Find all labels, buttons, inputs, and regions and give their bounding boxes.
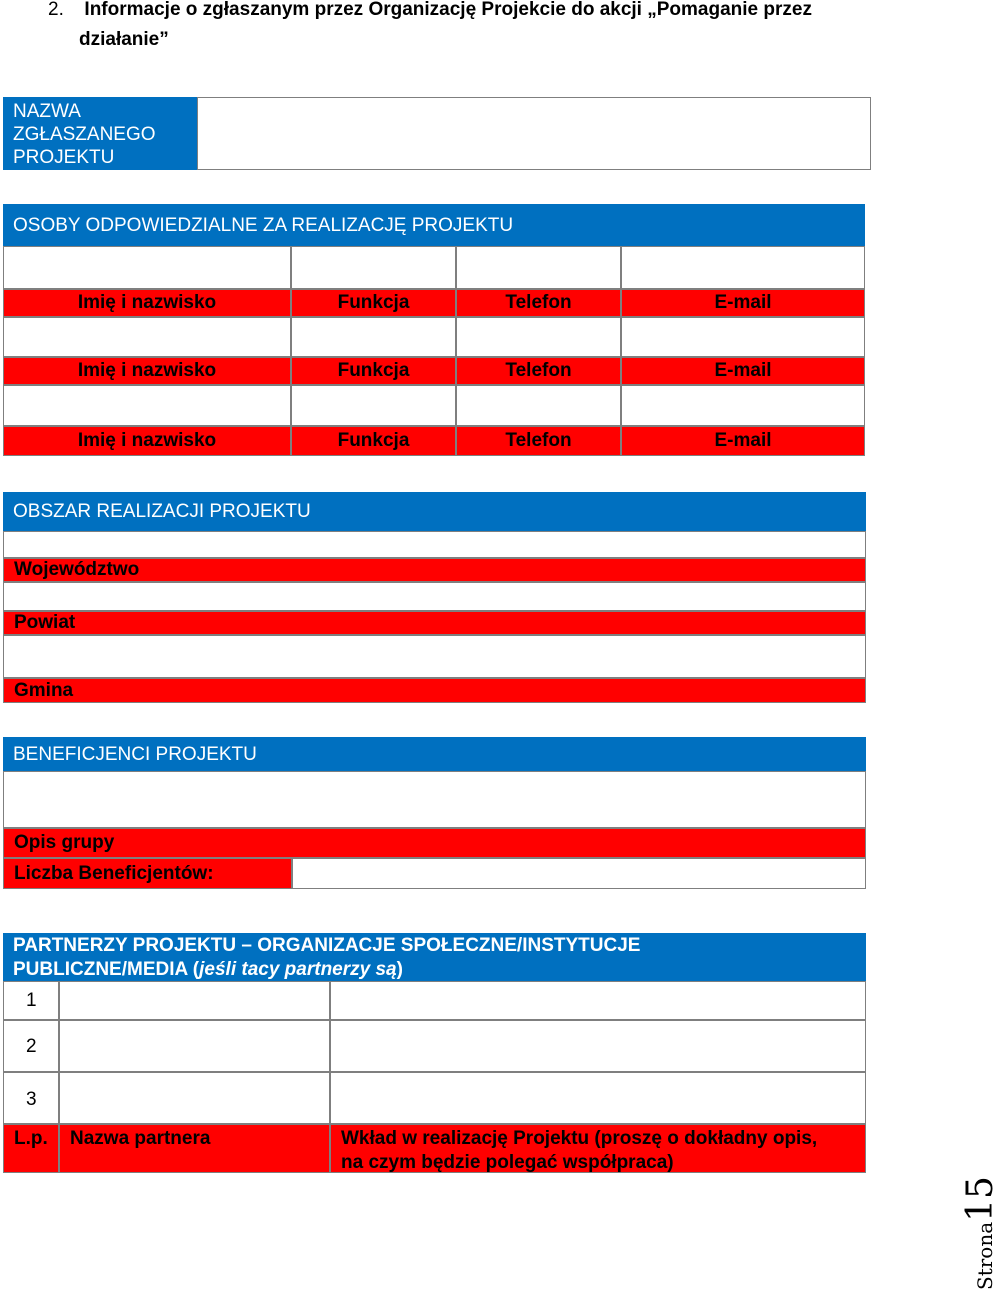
- responsible-2-phone-field[interactable]: [456, 317, 621, 357]
- project-name-label-line2: ZGŁASZANEGO: [13, 124, 156, 145]
- beneficiary-count-label: Liczba Beneficjentów:: [3, 858, 292, 889]
- area-title: OBSZAR REALIZACJI PROJEKTU: [3, 492, 866, 531]
- commune-field[interactable]: [3, 635, 866, 678]
- county-field[interactable]: [3, 582, 866, 611]
- project-name-label: [3, 97, 197, 170]
- col-label-email: E-mail: [621, 426, 865, 456]
- partner-row-number: 3: [3, 1072, 59, 1124]
- section-heading: [48, 0, 908, 50]
- responsible-2-email-field[interactable]: [621, 317, 865, 357]
- col-label-phone: Telefon: [456, 289, 621, 317]
- responsible-1-email-field[interactable]: [621, 246, 865, 289]
- group-description-field[interactable]: [3, 771, 866, 828]
- heading-line1: Informacje o zgłaszanym przez Organizację Projekcie do akcji „Pomaganie przez: [84, 0, 812, 20]
- partner-1-contribution-field[interactable]: [330, 981, 866, 1020]
- partner-contribution-label-line2: na czym będzie polegać współpraca): [341, 1152, 674, 1173]
- col-label-function: Funkcja: [291, 289, 456, 317]
- responsible-1-name-field[interactable]: [3, 246, 291, 289]
- col-label-name: Imię i nazwisko: [3, 426, 291, 456]
- partner-lp-label: L.p.: [3, 1124, 59, 1173]
- partners-title-italic: jeśli tacy partnerzy są: [199, 959, 397, 980]
- partner-3-name-field[interactable]: [59, 1072, 330, 1124]
- col-label-email: E-mail: [621, 357, 865, 385]
- project-name-field[interactable]: [197, 97, 871, 170]
- col-label-name: Imię i nazwisko: [3, 289, 291, 317]
- responsible-2-name-field[interactable]: [3, 317, 291, 357]
- responsible-3-phone-field[interactable]: [456, 385, 621, 426]
- voivodeship-field[interactable]: [3, 531, 866, 558]
- partner-1-name-field[interactable]: [59, 981, 330, 1020]
- heading-number: 2.: [48, 0, 64, 20]
- page-number-area: [905, 1176, 1001, 1295]
- responsible-3-function-field[interactable]: [291, 385, 456, 426]
- commune-label: Gmina: [3, 678, 866, 703]
- responsible-title: OSOBY ODPOWIEDZIALNE ZA REALIZACJĘ PROJEKTU: [3, 204, 865, 246]
- col-label-function: Funkcja: [291, 426, 456, 456]
- partner-name-label: Nazwa partnera: [59, 1124, 330, 1173]
- beneficiaries-title: BENEFICJENCI PROJEKTU: [3, 737, 866, 771]
- group-description-label: Opis grupy: [3, 828, 866, 858]
- responsible-3-email-field[interactable]: [621, 385, 865, 426]
- page-number: 15: [960, 1176, 1001, 1222]
- partner-contribution-label: [330, 1124, 866, 1173]
- voivodeship-label: Województwo: [3, 558, 866, 582]
- partner-3-contribution-field[interactable]: [330, 1072, 866, 1124]
- col-label-phone: Telefon: [456, 426, 621, 456]
- partner-row-number: 1: [3, 981, 59, 1020]
- partners-title-line1: PARTNERZY PROJEKTU – ORGANIZACJE SPOŁECZNE/INSTYTUCJE: [13, 935, 641, 956]
- partner-row-number: 2: [3, 1020, 59, 1072]
- county-label: Powiat: [3, 611, 866, 635]
- partner-2-contribution-field[interactable]: [330, 1020, 866, 1072]
- beneficiary-count-field[interactable]: [292, 858, 866, 889]
- col-label-email: E-mail: [621, 289, 865, 317]
- col-label-name: Imię i nazwisko: [3, 357, 291, 385]
- col-label-function: Funkcja: [291, 357, 456, 385]
- project-name-label-line1: NAZWA: [13, 101, 81, 122]
- partner-2-name-field[interactable]: [59, 1020, 330, 1072]
- partners-title: [3, 933, 866, 981]
- partner-contribution-label-line1: Wkład w realizację Projektu (proszę o dokładny opis,: [341, 1128, 818, 1149]
- partners-title-end: ): [396, 959, 403, 980]
- project-name-label-line3: PROJEKTU: [13, 147, 115, 168]
- page-label: Strona: [973, 1221, 997, 1290]
- col-label-phone: Telefon: [456, 357, 621, 385]
- responsible-1-function-field[interactable]: [291, 246, 456, 289]
- heading-line2: działanie”: [79, 29, 169, 50]
- partners-title-line2: PUBLICZNE/MEDIA (: [13, 959, 200, 980]
- responsible-2-function-field[interactable]: [291, 317, 456, 357]
- responsible-3-name-field[interactable]: [3, 385, 291, 426]
- responsible-1-phone-field[interactable]: [456, 246, 621, 289]
